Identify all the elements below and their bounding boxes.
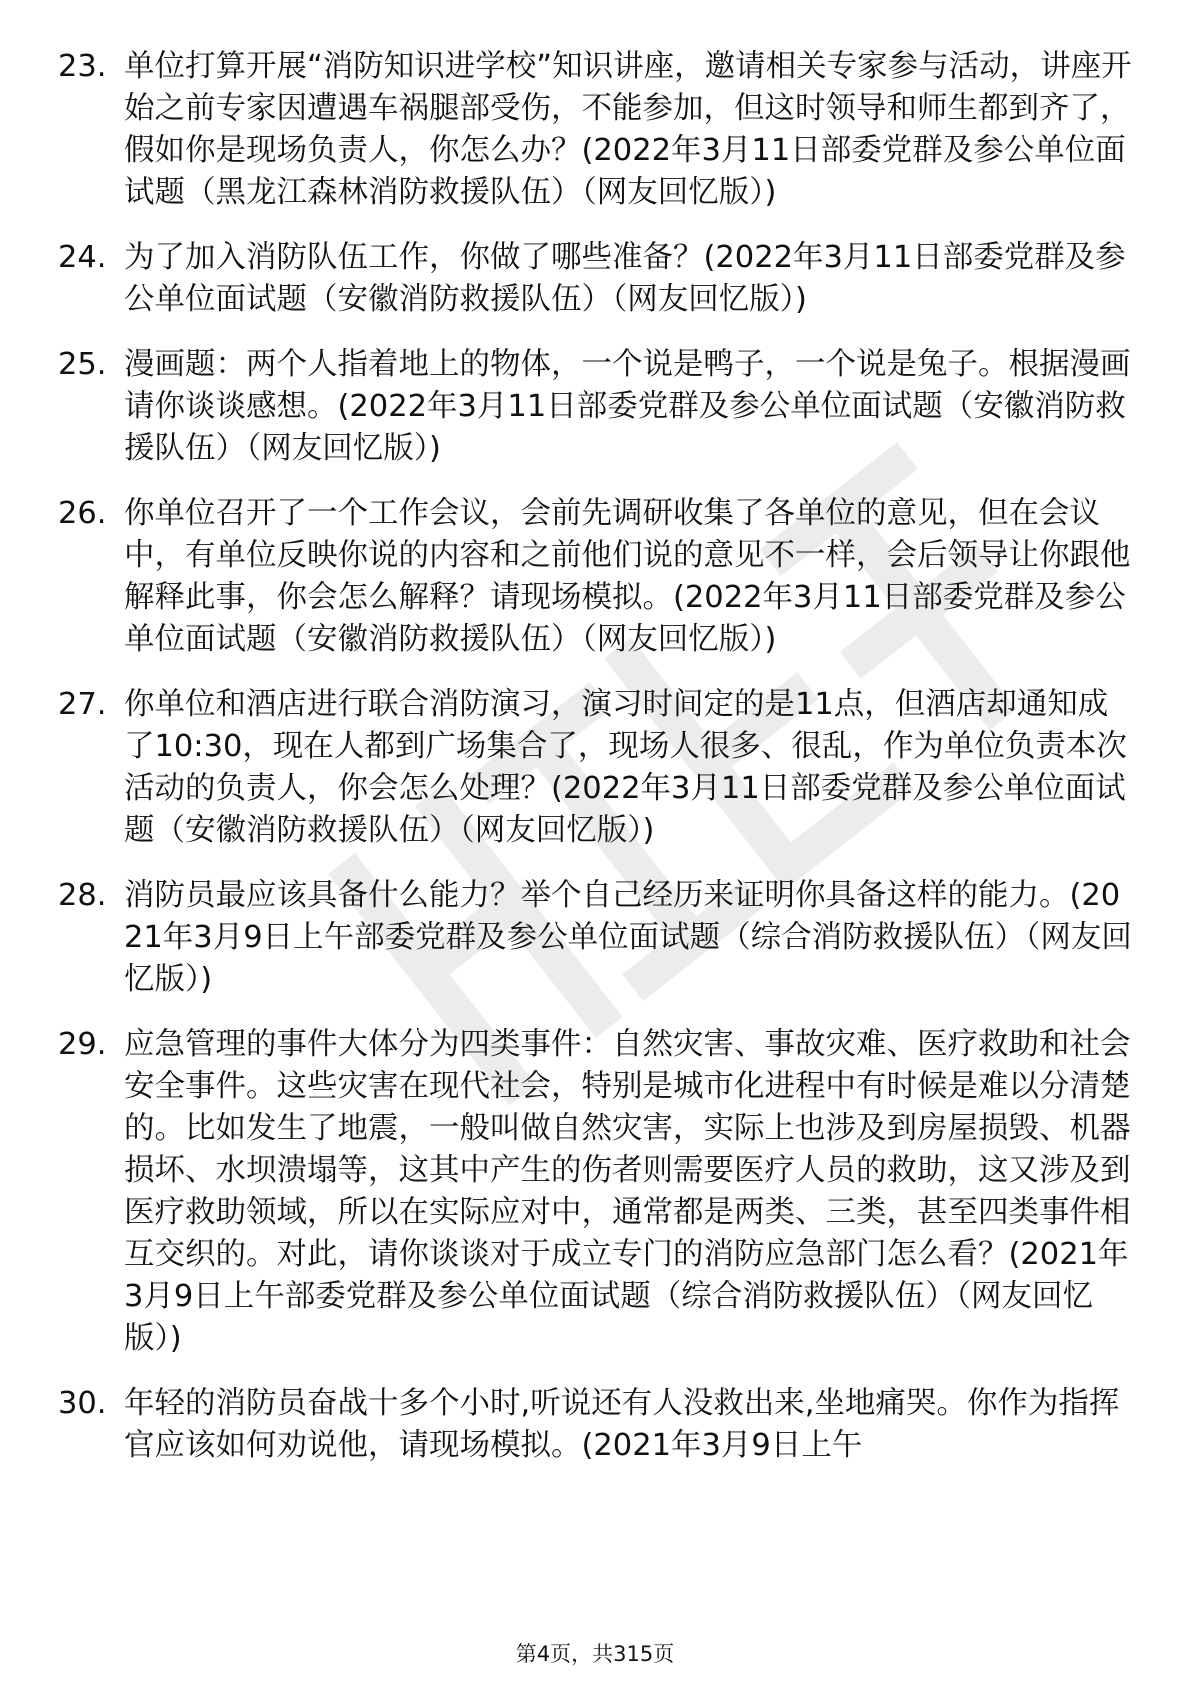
question-item-24 — [58, 237, 1136, 321]
question-text: 消防员最应该具备什么能力？举个自己经历来证明你具备这样的能力。(2021年3月9日上午部委党群及参公单位面试题（综合消防救援队伍）（网友回忆版）) — [124, 878, 1132, 997]
question-text: 应急管理的事件大体分为四类事件：自然灾害、事故灾难、医疗救助和社会安全事件。这些灾害在现代社会，特别是城市化进程中有时候是难以分清楚的。比如发生了地震，一般叫做自然灾害，实际上也涉及到房屋损毁、机器损坏、水坝溃塌等，这其中产生的伤者则需要医疗人员的救助，这又涉及到医疗救助领域，所以在实际应对中，通常都是两类、三类，甚至四类事件相互交织的。对此，请你谈谈对于成立专门的消防应急部门怎么看？(2021年3月9日上午部委党群及参公单位面试题（综合消防救援队伍）（网友回忆版）) — [124, 1027, 1131, 1356]
question-item-25 — [58, 344, 1136, 470]
question-number: 27. — [58, 687, 107, 722]
question-text: 漫画题：两个人指着地上的物体，一个说是鸭子，一个说是兔子。根据漫画请你谈谈感想。(2022年3月11日部委党群及参公单位面试题（安徽消防救援队伍）（网友回忆版）) — [124, 347, 1131, 466]
question-text: 为了加入消防队伍工作，你做了哪些准备？(2022年3月11日部委党群及参公单位面试题（安徽消防救援队伍）（网友回忆版）) — [124, 240, 1126, 317]
question-text: 单位打算开展“消防知识进学校”知识讲座，邀请相关专家参与活动，讲座开始之前专家因遭遇车祸腿部受伤，不能参加，但这时领导和师生都到齐了，假如你是现场负责人，你怎么办？(2022年3月11日部委党群及参公单位面试题（黑龙江森林消防救援队伍）（网友回忆版）) — [124, 49, 1132, 210]
question-text: 你单位召开了一个工作会议，会前先调研收集了各单位的意见，但在会议中，有单位反映你说的内容和之前他们说的意见不一样，会后领导让你跟他解释此事，你会怎么解释？请现场模拟。(2022年3月11日部委党群及参公单位面试题（安徽消防救援队伍）（网友回忆版）) — [124, 496, 1131, 657]
question-number: 24. — [58, 240, 107, 275]
question-number: 23. — [58, 49, 107, 84]
question-item-29 — [58, 1024, 1136, 1360]
question-item-30 — [58, 1383, 1136, 1467]
question-number: 28. — [58, 878, 107, 913]
question-number: 29. — [58, 1027, 107, 1062]
question-item-23 — [58, 46, 1136, 214]
question-item-27 — [58, 684, 1136, 852]
question-text: 年轻的消防员奋战十多个小时,听说还有人没救出来,坐地痛哭。你作为指挥官应该如何劝说他，请现场模拟。(2021年3月9日上午 — [124, 1386, 1120, 1463]
question-number: 26. — [58, 496, 107, 531]
question-list — [58, 46, 1136, 1490]
question-item-28 — [58, 875, 1136, 1001]
question-item-26 — [58, 493, 1136, 661]
question-number: 25. — [58, 347, 107, 382]
question-number: 30. — [58, 1386, 107, 1421]
page-footer: 第4页，共315页 — [515, 1642, 675, 1666]
question-text: 你单位和酒店进行联合消防演习，演习时间定的是11点，但酒店却通知成了10:30，现在人都到广场集合了，现场人很多、很乱，作为单位负责本次活动的负责人，你会怎么处理？(2022年3月11日部委党群及参公单位面试题（安徽消防救援队伍）（网友回忆版）) — [124, 687, 1127, 848]
